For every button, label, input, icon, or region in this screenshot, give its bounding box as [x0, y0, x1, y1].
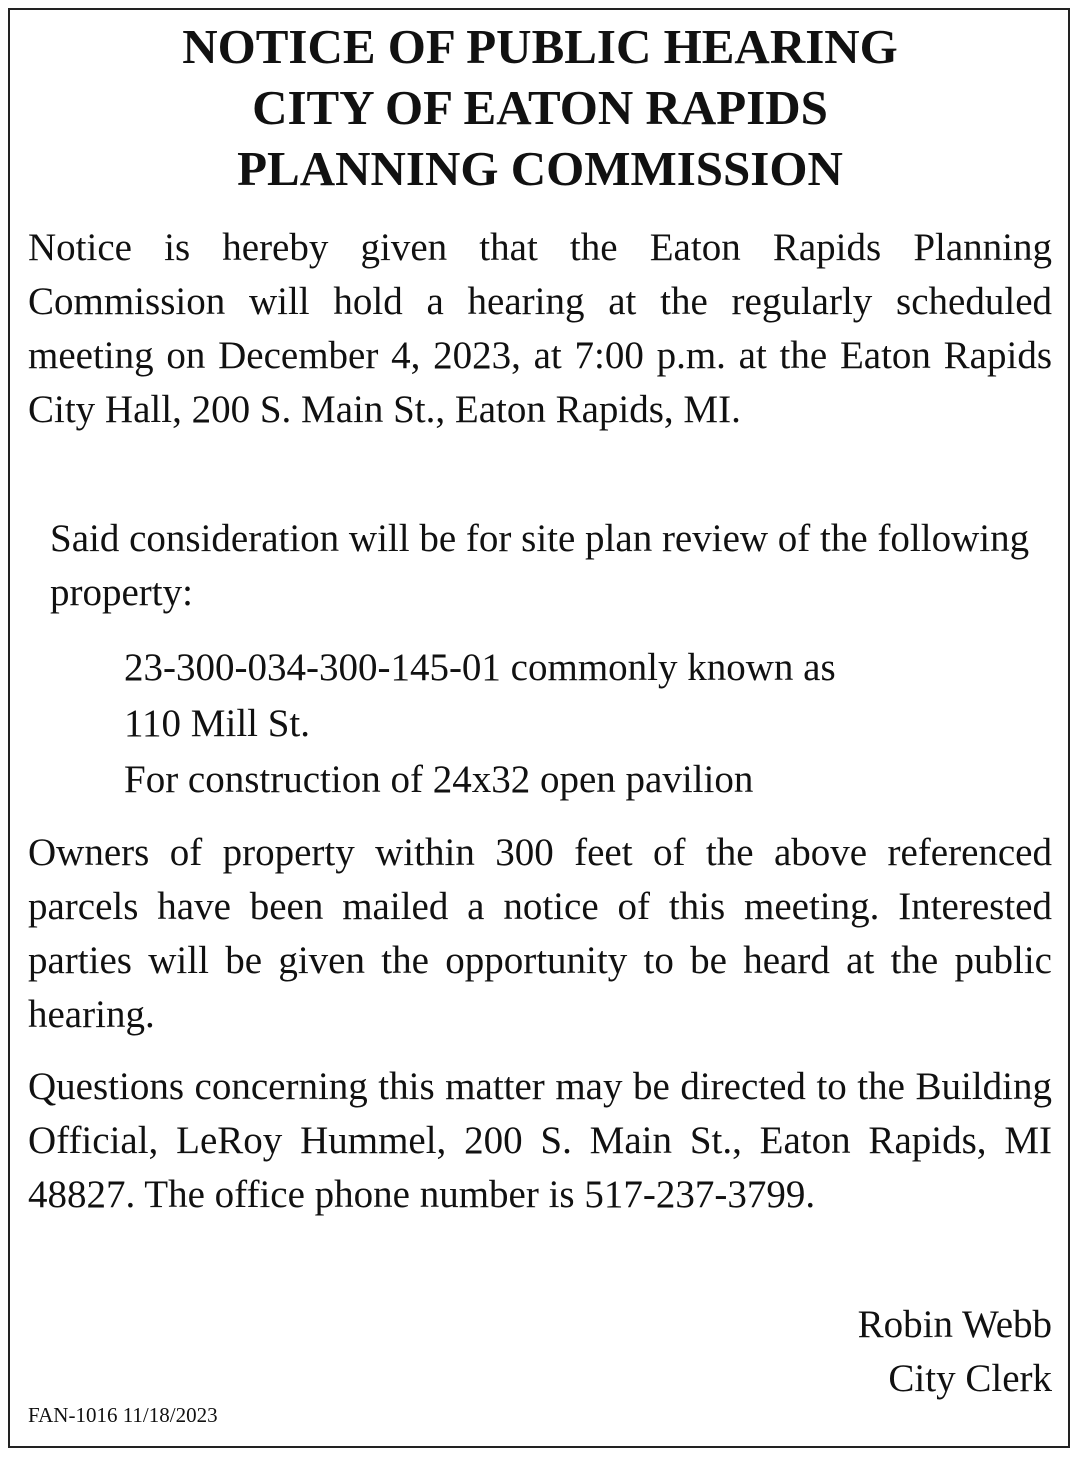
publication-code: FAN-1016 11/18/2023	[28, 1403, 218, 1427]
title-line-1: NOTICE OF PUBLIC HEARING	[182, 19, 898, 74]
notice-title	[0, 16, 1080, 199]
parcel-number: 23-300-034-300-145-01 commonly known as	[124, 646, 836, 689]
questions-paragraph: Questions concerning this matter may be directed to the Building Official, LeRoy Hummel, 200 S. Main St., Eaton Rapids, MI 48827. The office phone number is 517-237-3799.	[28, 1065, 1052, 1216]
signature-block	[858, 1298, 1052, 1406]
title-line-3: PLANNING COMMISSION	[237, 141, 843, 196]
owners-notice-paragraph: Owners of property within 300 feet of the above referenced parcels have been mailed a notice of this meeting. Interested parties will be given the opportunity to be heard at the public hearing.	[28, 831, 1052, 1036]
notice-paragraph: Notice is hereby given that the Eaton Rapids Planning Commission will hold a hearing at the regularly scheduled meeting on December 4, 2023, at 7:00 p.m. at the Eaton Rapids City Hall, 200 S. Main St., Eaton Rapids, MI.	[28, 226, 1052, 431]
property-address: 110 Mill St.	[124, 702, 311, 745]
property-details	[124, 640, 1024, 808]
consideration-paragraph: Said consideration will be for site plan review of the following property:	[50, 517, 1030, 614]
signature-name: Robin Webb	[857, 1303, 1052, 1346]
construction-purpose: For construction of 24x32 open pavilion	[124, 758, 754, 801]
title-line-2: CITY OF EATON RAPIDS	[252, 80, 828, 135]
signature-title: City Clerk	[888, 1357, 1052, 1400]
